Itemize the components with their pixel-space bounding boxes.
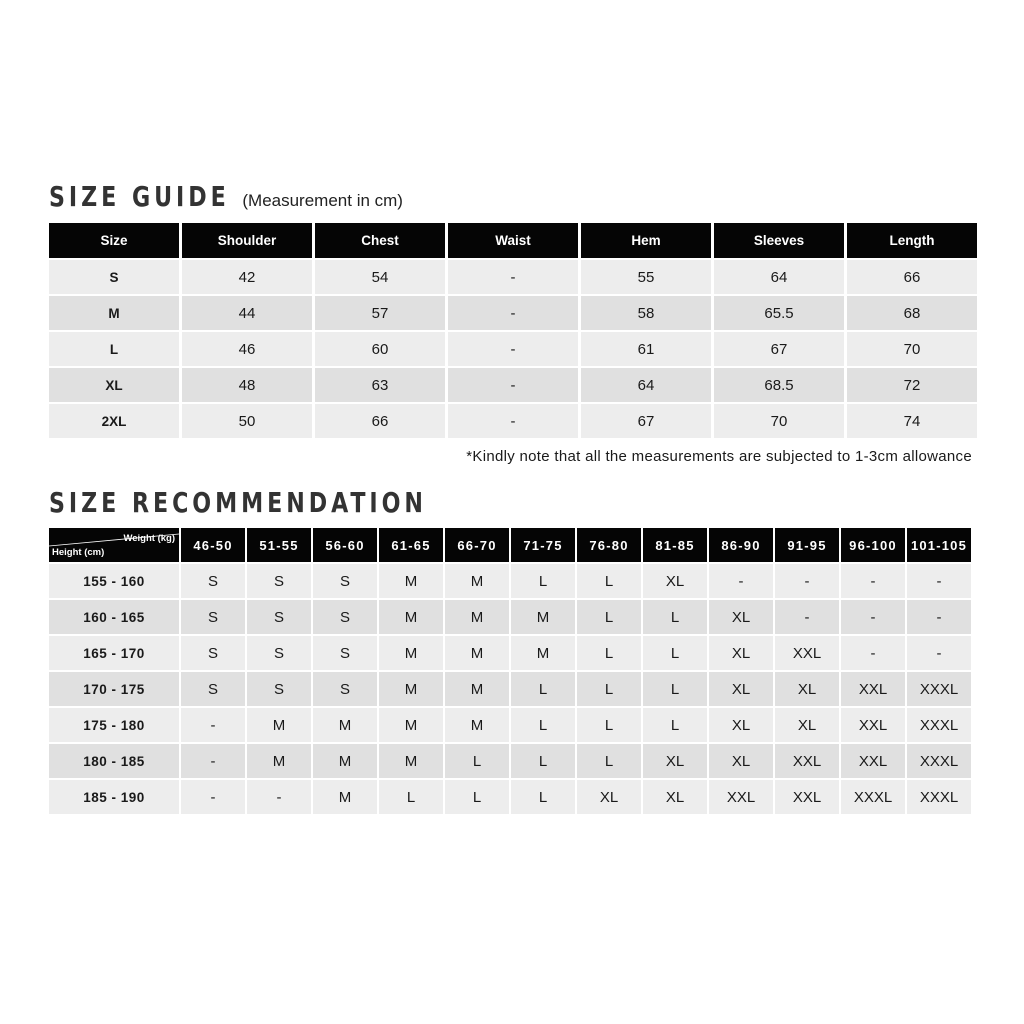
recommended-size-cell: XXXL [906, 743, 971, 779]
recommended-size-cell: XXXL [840, 779, 906, 815]
measurement-cell: - [447, 367, 580, 403]
weight-range-header: 91-95 [774, 528, 840, 563]
measurement-cell: 57 [314, 295, 447, 331]
recommendation-row [49, 743, 971, 779]
recommended-size-cell: S [246, 635, 312, 671]
height-range-cell: 160 - 165 [49, 599, 180, 635]
measurement-cell: 64 [580, 367, 713, 403]
recommended-size-cell: M [444, 563, 510, 599]
recommendation-row [49, 599, 971, 635]
recommended-size-cell: L [576, 707, 642, 743]
measurement-cell: 65.5 [713, 295, 846, 331]
recommended-size-cell: M [378, 671, 444, 707]
measurement-cell: 67 [713, 331, 846, 367]
size-guide-header-cell: Chest [314, 223, 447, 259]
recommended-size-cell: XXL [840, 743, 906, 779]
measurement-cell: 68 [846, 295, 978, 331]
recommendation-row [49, 707, 971, 743]
recommended-size-cell: - [840, 563, 906, 599]
recommended-size-cell: S [246, 563, 312, 599]
size-recommendation-title: SIZE RECOMMENDATION [49, 486, 427, 519]
measurement-cell: 46 [181, 331, 314, 367]
recommended-size-cell: XXXL [906, 707, 971, 743]
weight-height-corner-cell [49, 528, 180, 563]
recommended-size-cell: L [444, 779, 510, 815]
recommended-size-cell: S [312, 635, 378, 671]
recommended-size-cell: XXL [774, 779, 840, 815]
recommended-size-cell: L [642, 599, 708, 635]
recommendation-row [49, 671, 971, 707]
recommended-size-cell: S [180, 635, 246, 671]
recommended-size-cell: XXL [774, 635, 840, 671]
recommended-size-cell: XL [642, 563, 708, 599]
size-guide-header-row [49, 223, 977, 259]
recommended-size-cell: M [444, 671, 510, 707]
recommendation-row [49, 563, 971, 599]
measurement-cell: 61 [580, 331, 713, 367]
weight-range-header: 51-55 [246, 528, 312, 563]
recommendation-header-row [49, 528, 971, 563]
size-guide-heading [49, 180, 403, 213]
weight-range-header: 96-100 [840, 528, 906, 563]
recommended-size-cell: S [246, 599, 312, 635]
recommended-size-cell: XXXL [906, 671, 971, 707]
recommended-size-cell: XL [708, 707, 774, 743]
height-range-cell: 185 - 190 [49, 779, 180, 815]
size-guide-row [49, 403, 977, 439]
measurement-cell: 66 [846, 259, 978, 295]
measurement-cell: - [447, 259, 580, 295]
recommended-size-cell: - [906, 635, 971, 671]
weight-range-header: 66-70 [444, 528, 510, 563]
size-label-cell: 2XL [49, 403, 181, 439]
size-guide-row [49, 259, 977, 295]
recommended-size-cell: M [312, 707, 378, 743]
measurement-cell: 50 [181, 403, 314, 439]
recommended-size-cell: XL [774, 707, 840, 743]
weight-range-header: 61-65 [378, 528, 444, 563]
recommended-size-cell: M [444, 635, 510, 671]
size-guide-header-cell: Waist [447, 223, 580, 259]
recommended-size-cell: S [180, 599, 246, 635]
recommended-size-cell: XL [708, 599, 774, 635]
measurement-cell: 63 [314, 367, 447, 403]
recommended-size-cell: S [246, 671, 312, 707]
recommended-size-cell: L [510, 707, 576, 743]
recommended-size-cell: S [180, 563, 246, 599]
weight-range-header: 56-60 [312, 528, 378, 563]
recommended-size-cell: M [378, 743, 444, 779]
measurement-cell: 66 [314, 403, 447, 439]
recommended-size-cell: S [312, 563, 378, 599]
recommended-size-cell: L [576, 599, 642, 635]
measurement-cell: 44 [181, 295, 314, 331]
height-axis-label: Height (cm) [52, 547, 105, 558]
recommended-size-cell: XXL [840, 671, 906, 707]
weight-range-header: 81-85 [642, 528, 708, 563]
weight-range-header: 46-50 [180, 528, 246, 563]
recommended-size-cell: L [510, 671, 576, 707]
size-guide-header-cell: Size [49, 223, 181, 259]
recommended-size-cell: S [312, 599, 378, 635]
recommended-size-cell: XL [642, 743, 708, 779]
weight-range-header: 76-80 [576, 528, 642, 563]
recommended-size-cell: - [774, 599, 840, 635]
recommendation-row [49, 635, 971, 671]
measurement-cell: 67 [580, 403, 713, 439]
recommended-size-cell: L [576, 563, 642, 599]
recommended-size-cell: - [180, 779, 246, 815]
recommended-size-cell: - [906, 563, 971, 599]
recommended-size-cell: M [312, 779, 378, 815]
size-label-cell: L [49, 331, 181, 367]
recommended-size-cell: XXL [708, 779, 774, 815]
recommended-size-cell: L [510, 779, 576, 815]
recommended-size-cell: L [576, 635, 642, 671]
measurement-cell: 74 [846, 403, 978, 439]
recommended-size-cell: M [378, 563, 444, 599]
recommended-size-cell: L [576, 743, 642, 779]
weight-range-header: 101-105 [906, 528, 971, 563]
recommended-size-cell: M [378, 707, 444, 743]
recommended-size-cell: XL [576, 779, 642, 815]
recommended-size-cell: - [180, 707, 246, 743]
recommended-size-cell: - [774, 563, 840, 599]
measurement-cell: 42 [181, 259, 314, 295]
measurement-cell: 72 [846, 367, 978, 403]
weight-range-header: 71-75 [510, 528, 576, 563]
recommended-size-cell: M [378, 635, 444, 671]
recommended-size-cell: XL [708, 635, 774, 671]
measurement-cell: 55 [580, 259, 713, 295]
size-label-cell: M [49, 295, 181, 331]
recommended-size-cell: M [246, 743, 312, 779]
recommended-size-cell: S [312, 671, 378, 707]
size-recommendation-table [49, 528, 971, 816]
weight-axis-label: Weight (kg) [123, 533, 175, 544]
height-range-cell: 165 - 170 [49, 635, 180, 671]
recommended-size-cell: L [510, 743, 576, 779]
size-recommendation-heading [49, 486, 478, 519]
recommendation-row [49, 779, 971, 815]
height-range-cell: 180 - 185 [49, 743, 180, 779]
measurement-cell: 68.5 [713, 367, 846, 403]
measurement-cell: 64 [713, 259, 846, 295]
size-guide-row [49, 331, 977, 367]
recommended-size-cell: - [246, 779, 312, 815]
recommended-size-cell: - [840, 599, 906, 635]
size-guide-title: SIZE GUIDE [49, 180, 230, 213]
recommended-size-cell: L [642, 671, 708, 707]
measurement-cell: - [447, 403, 580, 439]
recommended-size-cell: XL [708, 743, 774, 779]
size-guide-header-cell: Hem [580, 223, 713, 259]
recommended-size-cell: L [378, 779, 444, 815]
size-label-cell: S [49, 259, 181, 295]
size-label-cell: XL [49, 367, 181, 403]
size-guide-row [49, 295, 977, 331]
size-guide-header-cell: Sleeves [713, 223, 846, 259]
recommended-size-cell: L [642, 707, 708, 743]
recommended-size-cell: XL [642, 779, 708, 815]
recommended-size-cell: M [378, 599, 444, 635]
measurement-cell: 48 [181, 367, 314, 403]
size-guide-header-cell: Shoulder [181, 223, 314, 259]
recommended-size-cell: L [510, 563, 576, 599]
recommended-size-cell: S [180, 671, 246, 707]
recommended-size-cell: M [444, 707, 510, 743]
size-guide-header-cell: Length [846, 223, 978, 259]
measurement-cell: 70 [713, 403, 846, 439]
height-range-cell: 175 - 180 [49, 707, 180, 743]
weight-range-header: 86-90 [708, 528, 774, 563]
recommended-size-cell: - [708, 563, 774, 599]
recommended-size-cell: - [840, 635, 906, 671]
recommended-size-cell: L [444, 743, 510, 779]
measurement-cell: 70 [846, 331, 978, 367]
recommended-size-cell: XXXL [906, 779, 971, 815]
measurement-cell: - [447, 331, 580, 367]
measurement-cell: 58 [580, 295, 713, 331]
recommended-size-cell: M [510, 635, 576, 671]
measurement-cell: 60 [314, 331, 447, 367]
recommended-size-cell: - [180, 743, 246, 779]
recommended-size-cell: XXL [774, 743, 840, 779]
allowance-note: *Kindly note that all the measurements are subjected to 1-3cm allowance [466, 448, 972, 465]
recommended-size-cell: L [576, 671, 642, 707]
recommended-size-cell: XL [708, 671, 774, 707]
recommended-size-cell: XXL [840, 707, 906, 743]
size-guide-row [49, 367, 977, 403]
height-range-cell: 170 - 175 [49, 671, 180, 707]
recommended-size-cell: M [444, 599, 510, 635]
recommended-size-cell: M [312, 743, 378, 779]
recommended-size-cell: M [510, 599, 576, 635]
height-range-cell: 155 - 160 [49, 563, 180, 599]
measurement-cell: - [447, 295, 580, 331]
measurement-cell: 54 [314, 259, 447, 295]
recommended-size-cell: L [642, 635, 708, 671]
recommended-size-cell: - [906, 599, 971, 635]
recommended-size-cell: M [246, 707, 312, 743]
size-guide-table [49, 223, 977, 440]
recommended-size-cell: XL [774, 671, 840, 707]
size-guide-subtitle: (Measurement in cm) [242, 191, 403, 210]
